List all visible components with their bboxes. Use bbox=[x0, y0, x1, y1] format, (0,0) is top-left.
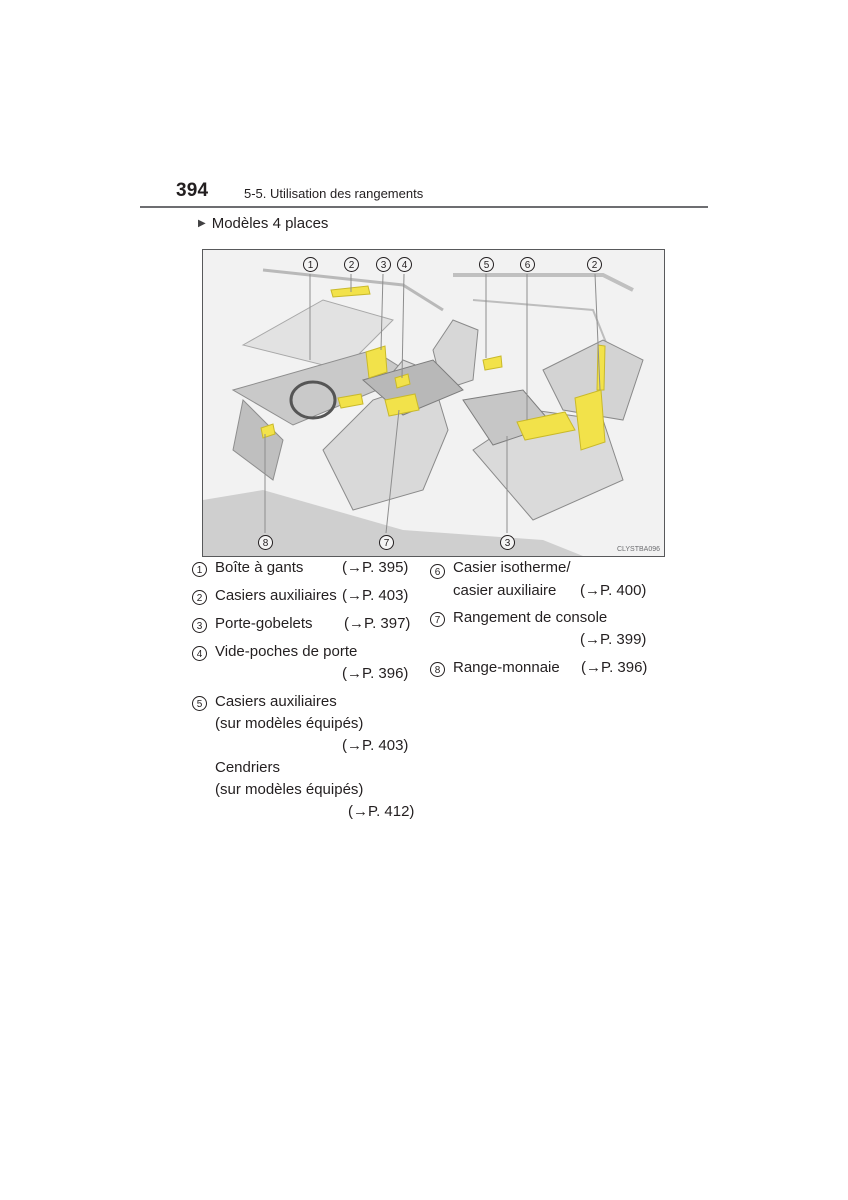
header-rule bbox=[140, 206, 708, 208]
legend-label-6: Casier isotherme/ bbox=[453, 559, 571, 576]
legend-num-5: 5 bbox=[192, 696, 207, 711]
legend-label-6-line2: casier auxiliaire bbox=[453, 582, 557, 599]
callout-3: 3 bbox=[376, 257, 391, 272]
legend-ref-2: (→P. 403) bbox=[342, 587, 409, 604]
interior-figure bbox=[202, 249, 665, 557]
legend-label-1: Boîte à gants bbox=[215, 559, 304, 576]
subheading-text: Modèles 4 places bbox=[211, 215, 329, 232]
legend-label-3: Porte-gobelets bbox=[215, 615, 313, 632]
legend-ref-5: (→P. 403) bbox=[342, 737, 409, 754]
legend-num-7: 7 bbox=[430, 612, 445, 627]
legend-ref-3: (→P. 397) bbox=[344, 615, 411, 632]
callout-8: 8 bbox=[258, 535, 273, 550]
callout-7: 7 bbox=[379, 535, 394, 550]
callout-5: 5 bbox=[479, 257, 494, 272]
legend-label-5-ashtray-note: (sur modèles équipés) bbox=[215, 781, 364, 798]
callout-2b: 2 bbox=[587, 257, 602, 272]
callout-2: 2 bbox=[344, 257, 359, 272]
callout-6: 6 bbox=[520, 257, 535, 272]
legend-label-8: Range-monnaie bbox=[453, 659, 560, 676]
legend-num-2: 2 bbox=[192, 590, 207, 605]
legend-ref-4: (→P. 396) bbox=[342, 665, 409, 682]
legend-num-4: 4 bbox=[192, 646, 207, 661]
legend-label-5-ashtray: Cendriers bbox=[215, 759, 281, 776]
figure-code: CLYSTBA096 bbox=[616, 546, 660, 553]
legend-num-1: 1 bbox=[192, 562, 207, 577]
triangle-bullet-icon: ▶ bbox=[198, 218, 206, 229]
section-title: 5-5. Utilisation des rangements bbox=[244, 186, 424, 201]
legend-label-7: Rangement de console bbox=[453, 609, 608, 626]
legend-num-6: 6 bbox=[430, 564, 445, 579]
legend-num-3: 3 bbox=[192, 618, 207, 633]
legend-ref-6: (→P. 400) bbox=[580, 582, 647, 599]
page-number: 394 bbox=[176, 180, 209, 201]
legend-label-2: Casiers auxiliaires bbox=[215, 587, 337, 604]
callout-4: 4 bbox=[397, 257, 412, 272]
legend-label-4: Vide-poches de porte bbox=[215, 643, 358, 660]
legend-ref-8: (→P. 396) bbox=[581, 659, 648, 676]
callout-1: 1 bbox=[303, 257, 318, 272]
callout-3b: 3 bbox=[500, 535, 515, 550]
legend-label-5: Casiers auxiliaires bbox=[215, 693, 337, 710]
legend-ref-5-ashtray: (→P. 412) bbox=[348, 803, 415, 820]
car-interior-illustration bbox=[203, 250, 664, 556]
legend-ref-7: (→P. 399) bbox=[580, 631, 647, 648]
subheading bbox=[198, 215, 328, 232]
legend-label-5-note: (sur modèles équipés) bbox=[215, 715, 364, 732]
legend-num-8: 8 bbox=[430, 662, 445, 677]
legend-ref-1: (→P. 395) bbox=[342, 559, 409, 576]
